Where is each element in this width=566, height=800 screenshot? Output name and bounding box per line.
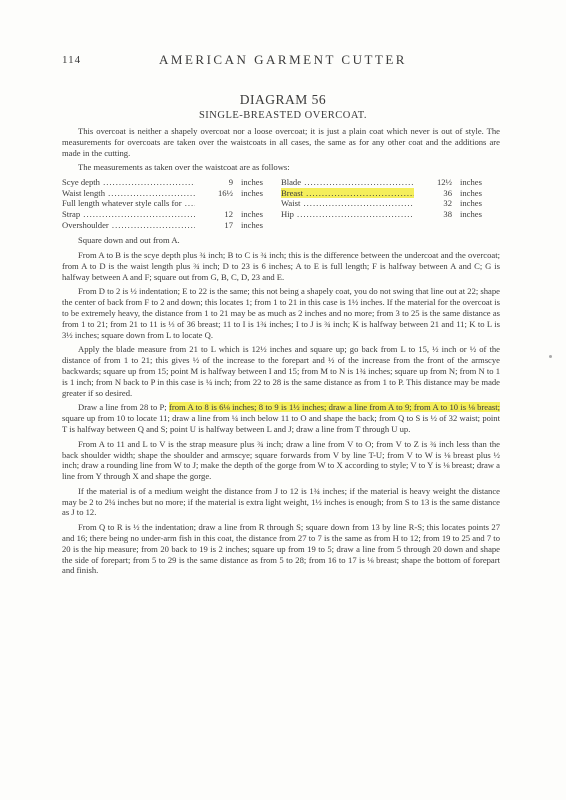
measure-value: 16½: [217, 187, 233, 198]
measure-value: 12½: [436, 177, 452, 188]
measure-label: Overshoulder .....: [62, 220, 195, 231]
measure-value: 36: [443, 187, 452, 198]
measure-unit: inches: [460, 198, 482, 209]
intro-paragraph: This overcoat is neither a shapely overcoat nor a loose overcoat; it is just a plain coat which never is out of style. The measurements for overcoats are taken over the waistcoats in all cases, the same as for any other coat and the additions are made in the cutting.: [62, 126, 500, 158]
measure-unit: inches: [460, 208, 482, 219]
paragraph-material-weight: If the material is of a medium weight the distance from J to 12 is 1¾ inches; if the material is heavy weight the distance may be 2 to 2¼ inches but no more; if the material is extra light weight, 1½ inches is enough; from S to 13 is the same distance as J to 12.: [62, 485, 500, 518]
paragraph-text: square up from 10 to locate 11; draw a line from ¼ inch below 11 to O and shape the back; from Q to S is ½ of 32 waist; point T is halfway between Q and S; point U is halfway between L and J; draw a line from T through U up.: [62, 413, 500, 434]
measurement-row: [62, 209, 500, 220]
measure-label: Waist length .....: [62, 188, 195, 199]
paragraph-square-down: Square down and out from A.: [78, 235, 180, 246]
measure-label: Waist .....: [281, 198, 414, 209]
paragraph-draw-line: [62, 402, 500, 434]
measure-value: 32: [443, 198, 452, 209]
diagram-title: DIAGRAM 56: [239, 92, 327, 107]
measure-unit: [241, 198, 281, 209]
measurement-row: [62, 220, 500, 231]
measurement-row: [62, 188, 500, 199]
measure-unit: inches: [241, 177, 263, 188]
measure-unit: inches: [241, 187, 263, 198]
measure-unit: inches: [241, 219, 263, 230]
measure-label: Scye depth .....: [62, 177, 195, 188]
paragraph-q-to-r: From Q to R is ½ the indentation; draw a line from R through S; square down from 13 by line R-S; this locates points 27 and 16; there being no under-arm fish in this coat, the distance from 27 to 7 is the same as from H to 12; from 19 to 25 and 7 to 20 is the hip measure; from 20 back to 19 is 2 inches; square up from 19 to 5; draw a line from 5 through 20 down and shape the side of forepart; from 5 to 29 is the same distance as from 5 to 28; from 16 to 17 is ⅛ breast; shape the bottom of forepart and finish.: [62, 522, 500, 576]
measure-label: Blade .....: [281, 177, 414, 188]
measures-intro: The measurements as taken over the waistcoat are as follows:: [78, 162, 290, 173]
measurements-table: [62, 177, 500, 230]
measure-unit: inches: [460, 187, 482, 198]
highlighted-text: from A to 8 is 6⅛ inches; 8 to 9 is 1½ inches; draw a line from A to 9; from A to 10 is ⅛ breast;: [169, 402, 501, 413]
measurement-row: [62, 198, 500, 209]
paragraph-text: Draw a line from 28 to P;: [78, 402, 169, 413]
paragraph-blade-measure: Apply the blade measure from 21 to L which is 12½ inches and square up; go back from L to 15, ½ inch or ½ of the distance of from 1 to 21; this gives ½ of the increase to the forepart and ½ of the increase from the front of the armscye backwards; square up from 15; point M is halfway between I and 15; from M to N is 1¾ inches; square up from N; from N to 1 is 1 inch; from N back to P in this case is ¼ inch; from 22 to 28 is the same distance as from 1 to P. This distance may be made greater if so desired.: [62, 344, 500, 398]
paragraph-a-to-b: From A to B is the scye depth plus ¾ inch; B to C is ¾ inch; this is the difference between the undercoat and the overcoat; from A to D is the waist length plus ¾ inch; D to 23 is 6 inches; A to E is full length; F is halfway between A and C; G is halfway between A and F; square out from G, B, C, D, 23 and E.: [62, 249, 500, 282]
page-mark: [549, 355, 552, 358]
measure-label: Hip .....: [281, 209, 414, 220]
measure-label: Strap .....: [62, 209, 195, 220]
diagram-subtitle: SINGLE-BREASTED OVERCOAT.: [198, 110, 368, 121]
page-number: 114: [62, 54, 82, 66]
measure-value: 12: [224, 208, 233, 219]
measure-label: Full length whatever style calls for .....: [62, 198, 195, 209]
measure-unit: inches: [460, 177, 482, 188]
measure-value: 38: [443, 208, 452, 219]
body-text: [62, 126, 500, 580]
paragraph-d-to-2: From D to 2 is ½ indentation; E to 22 is the same; this not being a shapely coat, you do not swing that line out at 22; shape the center of back from F to 2 and down; this locates 1; from 1 to 21 in this case is 1½ inches. If the material for the overcoat is to be extremely heavy, the distance from 1 to 21 may be as much as 2 inches and no more; from 3 to 25 is the same distance as from 1 to 21; from 21 to 11 is ⅓ of 36 breast; 11 to I is 1¾ inches; I to J is ¾ inch; K is halfway between 21 and 11; K to L is 3½ inches; square down from L to locate Q.: [62, 286, 500, 340]
measure-unit: inches: [241, 208, 263, 219]
measurement-row: [62, 177, 500, 188]
measure-value: 17: [224, 219, 233, 230]
running-title: AMERICAN GARMENT CUTTER: [159, 52, 407, 67]
measure-value: 9: [228, 177, 233, 188]
paragraph-strap-measure: From A to 11 and L to V is the strap measure plus ¾ inch; draw a line from V to O; from V to Z is ¾ inch less than the back shoulder width; shape the shoulder and armscye; square forwards from V by line T-U; from V to W is ⅛ breast plus ½ inch; draw a rounding line from W to J; make the depth of the gorge from W to X according to style; V to Y is ⅛ breast; draw a line from Y through X and shape the gorge.: [62, 438, 500, 482]
measure-label-highlighted: Breast .....: [281, 188, 414, 199]
running-header: [62, 52, 504, 72]
measure-value: [195, 198, 241, 209]
